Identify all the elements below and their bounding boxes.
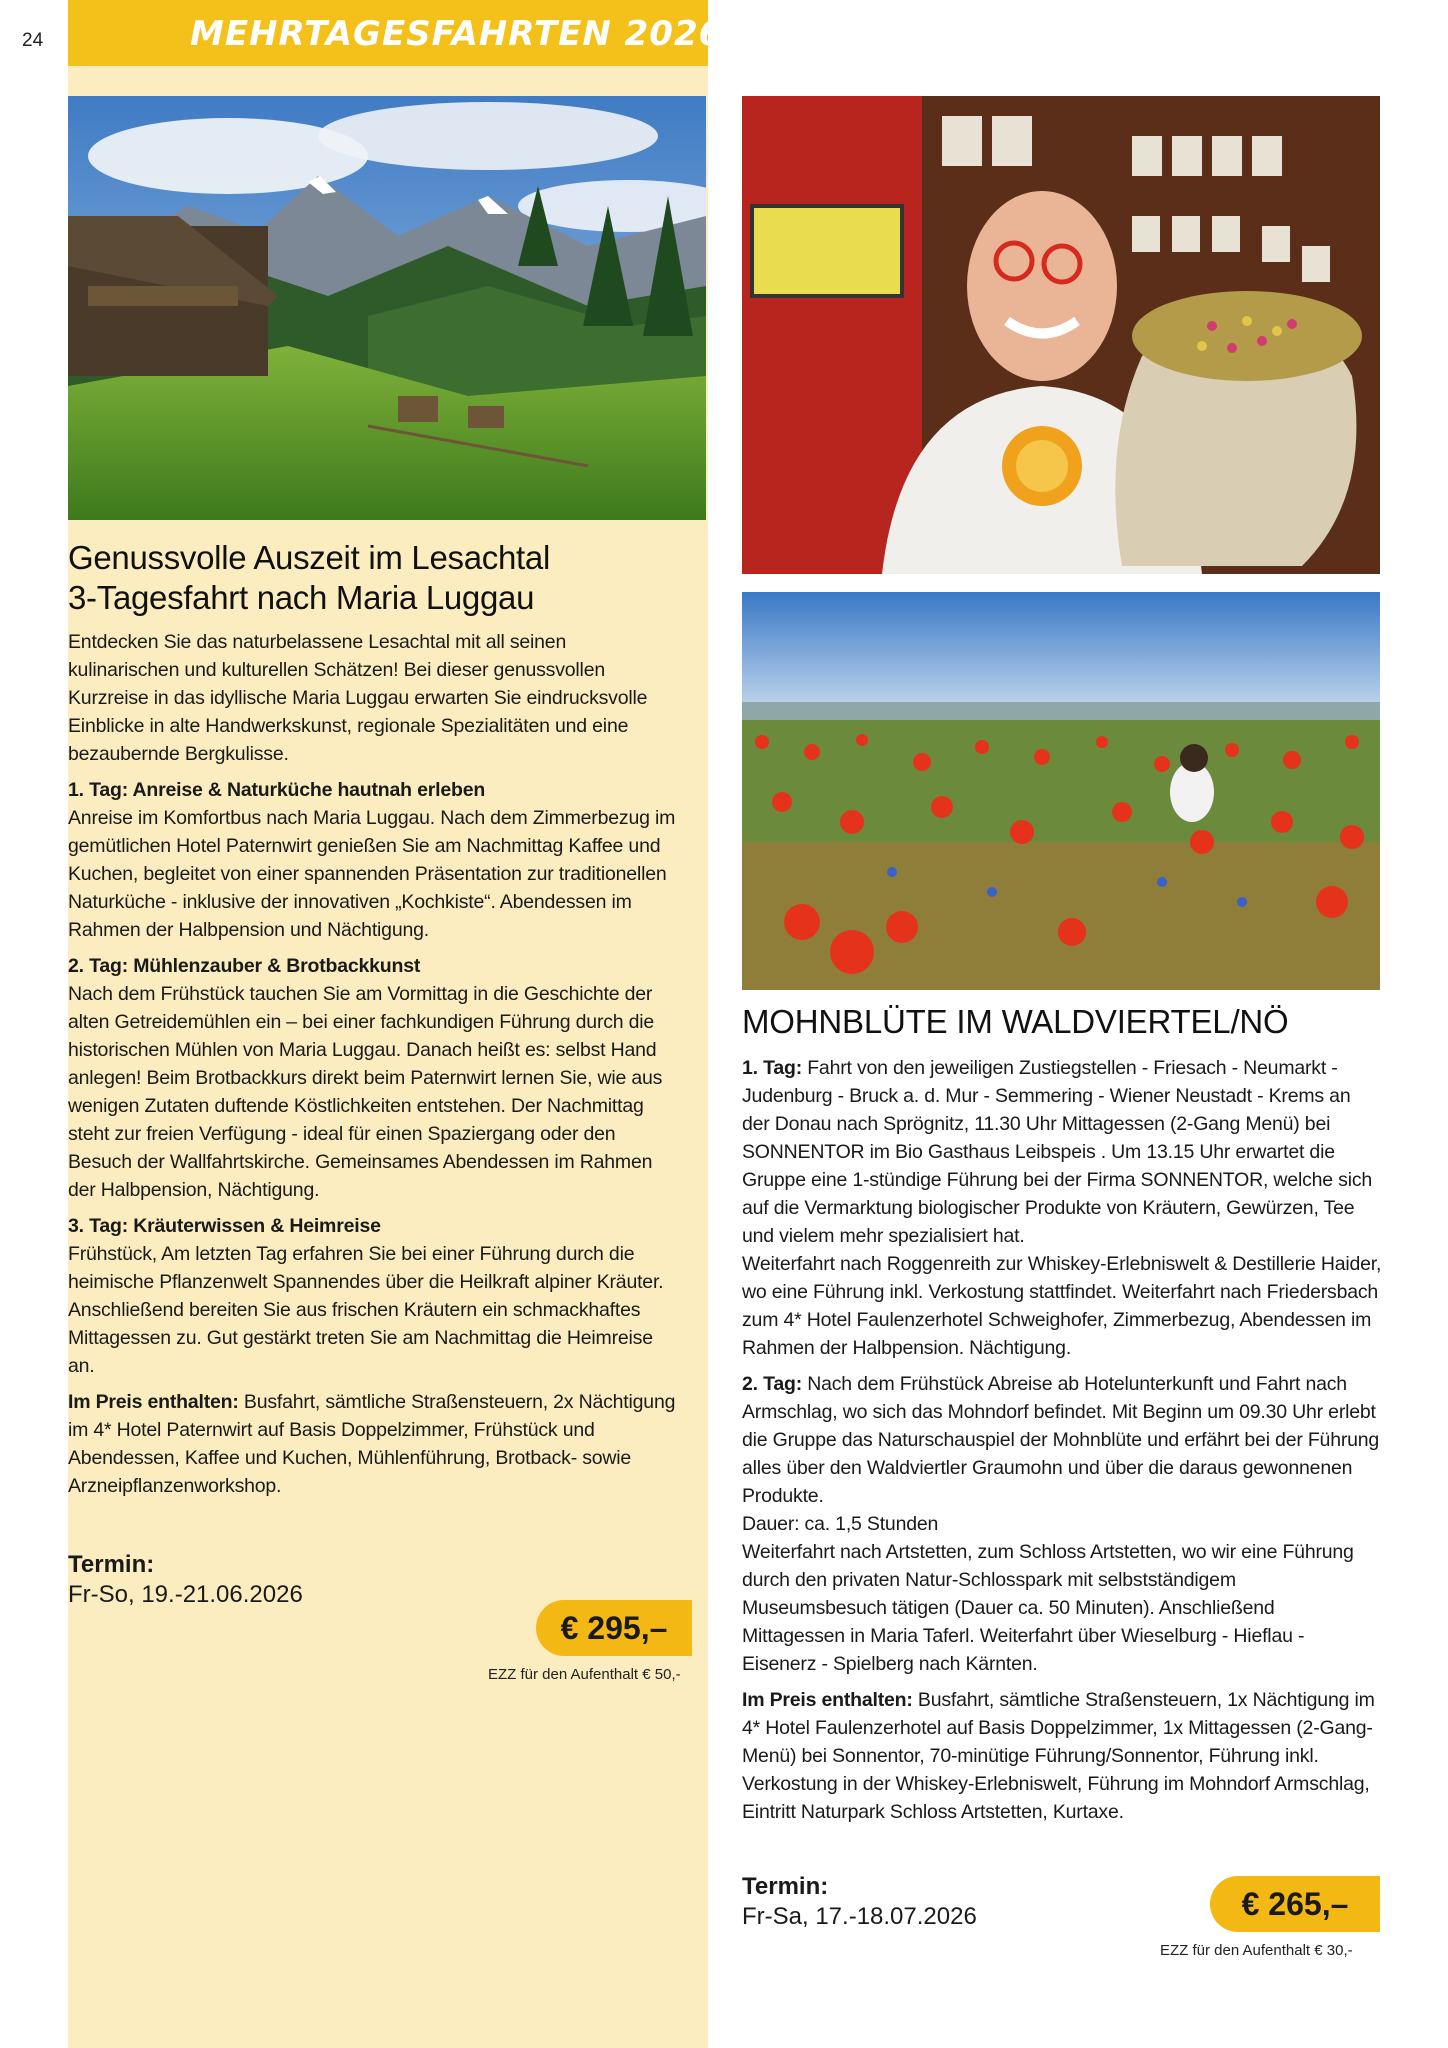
- trip1-day2-title: 2. Tag: Mühlenzauber & Brotbackkunst: [68, 955, 421, 977]
- poppy-field-photo: [742, 592, 1380, 990]
- trip1-termin-date: Fr-So, 19.-21.06.2026: [68, 1581, 303, 1608]
- trip2-day1-text2: Weiterfahrt nach Roggenreith zur Whiskey-Erlebniswelt & Destillerie Haider, wo eine Führung inkl. Verkostung stattfindet. Weiterfahrt nach Friedersbach zum 4* Hotel Faulenzerhotel Schweighofer, Zimmerbezug, Abendessen im Rahmen der Halbpension. Nächtigung.: [742, 1253, 1382, 1359]
- man-with-herb-sack-photo: [742, 96, 1380, 574]
- trip2-description: [742, 1054, 1382, 1834]
- trip2-termin-date: Fr-Sa, 17.-18.07.2026: [742, 1903, 977, 1930]
- mountain-village-photo: [68, 96, 706, 520]
- trip1-title-line2: 3-Tagesfahrt nach Maria Luggau: [68, 579, 535, 616]
- trip1-day3-title: 3. Tag: Kräuterwissen & Heimreise: [68, 1215, 381, 1237]
- trip1-description: [68, 628, 680, 1508]
- trip2-day2-text: Nach dem Frühstück Abreise ab Hotelunterkunft und Fahrt nach Armschlag, wo sich das Mohndorf befindet. Mit Beginn um 09.30 Uhr erlebt die Gruppe das Naturschauspiel der Mohnblüte und erfährt bei der Führung alles über den Waldviertler Graumohn und über die daraus gewonnenen Produkte.: [742, 1373, 1380, 1507]
- trip2-included-text: Busfahrt, sämtliche Straßensteuern, 1x Nächtigung im 4* Hotel Faulenzerhotel auf Basis Doppelzimmer, 1x Mittagessen (2-Gang-Menü) bei Sonnentor, 70-minütige Führung/Sonnentor, Führung inkl. Verkostung in der Whiskey-Erlebniswelt, Führung im Mohndorf Armschlag, Eintritt Naturpark Schloss Artstetten, Kurtaxe.: [742, 1689, 1375, 1823]
- header-title: MEHRTAGESFAHRTEN 2026: [190, 14, 724, 54]
- trip2-day2-duration: Dauer: ca. 1,5 Stunden: [742, 1513, 939, 1535]
- trip1-day1-text: Anreise im Komfortbus nach Maria Luggau. Nach dem Zimmerbezug im gemütlichen Hotel Paternwirt genießen Sie am Nachmittag Kaffee und Kuchen, begleitet von einer spannenden Präsentation zur traditionellen Naturküche - inklusive der innovativen „Kochkiste“. Abendessen im Rahmen der Halbpension und Nächtigung.: [68, 807, 676, 941]
- trip2-day2-label: 2. Tag:: [742, 1373, 802, 1395]
- trip2-termin-label: Termin:: [742, 1873, 829, 1900]
- trip1-price-badge: € 295,–: [536, 1600, 692, 1656]
- trip2-day1-text: Fahrt von den jeweiligen Zustiegstellen - Friesach - Neumarkt - Judenburg - Bruck a. d. Mur - Semmering - Wiener Neustadt - Krems an der Donau nach Sprögnitz, 11.30 Uhr Mittagessen (2-Gang Menü) bei SONNENTOR im Bio Gasthaus Leibspeis . Um 13.15 Uhr erwartet die Gruppe eine 1-stündige Führung bei der Firma SONNENTOR, welche sich auf die Vermarktung biologischer Produkte von Kräutern, Gewürzen, Tee und vielem mehr spezialisiert hat.: [742, 1057, 1373, 1247]
- trip2-included-label: Im Preis enthalten:: [742, 1689, 913, 1711]
- trip1-day2-text: Nach dem Frühstück tauchen Sie am Vormittag in die Geschichte der alten Getreidemühlen ein – bei einer fachkundigen Führung durch die historischen Mühlen von Maria Luggau. Danach heißt es: selbst Hand anlegen! Beim Brotbackkurs direkt beim Paternwirt lernen Sie, wie aus wenigen Zutaten duftende Köstlichkeiten entstehen. Der Nachmittag steht zur freien Verfügung - ideal für einen Spaziergang oder den Besuch der Wallfahrtskirche. Gemeinsames Abendessen im Rahmen der Halbpension, Nächtigung.: [68, 983, 663, 1201]
- trip1-included-label: Im Preis enthalten:: [68, 1391, 239, 1413]
- trip1-termin-label: Termin:: [68, 1551, 155, 1578]
- trip2-day2-text2: Weiterfahrt nach Artstetten, zum Schloss Artstetten, wo wir eine Führung durch den privaten Natur-Schlosspark mit selbstständigem Museumsbesuch tätigen (Dauer ca. 50 Minuten). Anschließend Mittagessen in Maria Taferl. Weiterfahrt über Wieselburg - Hieflau - Eisenerz - Spielberg nach Kärnten.: [742, 1541, 1354, 1675]
- trip1-title: [68, 538, 680, 618]
- trip1-day1-title: 1. Tag: Anreise & Naturküche hautnah erleben: [68, 779, 486, 801]
- trip1-included-text: Busfahrt, sämtliche Straßensteuern, 2x Nächtigung im 4* Hotel Paternwirt auf Basis Doppelzimmer, Frühstück und Abendessen, Kaffee und Kuchen, Mühlenführung, Brotback- sowie Arzneipflanzenworkshop.: [68, 1391, 676, 1497]
- trip1-day3-text: Frühstück, Am letzten Tag erfahren Sie bei einer Führung durch die heimische Pflanzenwelt Spannendes über die Heilkraft alpiner Kräuter. Anschließend bereiten Sie aus frischen Kräutern ein schmackhaftes Mittagessen zu. Gut gestärkt treten Sie am Nachmittag die Heimreise an.: [68, 1243, 664, 1377]
- trip2-ezz-note: EZZ für den Aufenthalt € 30,-: [1160, 1942, 1353, 1959]
- trip2-day1-label: 1. Tag:: [742, 1057, 802, 1079]
- trip1-title-line1: Genussvolle Auszeit im Lesachtal: [68, 539, 550, 576]
- page-number: 24: [22, 30, 44, 51]
- trip1-ezz-note: EZZ für den Aufenthalt € 50,-: [488, 1666, 681, 1683]
- trip1-intro: Entdecken Sie das naturbelassene Lesachtal mit all seinen kulinarischen und kulturellen Schätzen! Bei dieser genussvollen Kurzreise in das idyllische Maria Luggau erwarten Sie eindrucksvolle Einblicke in alte Handwerkskunst, regionale Spezialitäten und eine bezaubernde Bergkulisse.: [68, 631, 648, 765]
- trip2-title: MOHNBLÜTE IM WALDVIERTEL/NÖ: [742, 1003, 1289, 1040]
- trip2-price-badge: € 265,–: [1210, 1876, 1380, 1932]
